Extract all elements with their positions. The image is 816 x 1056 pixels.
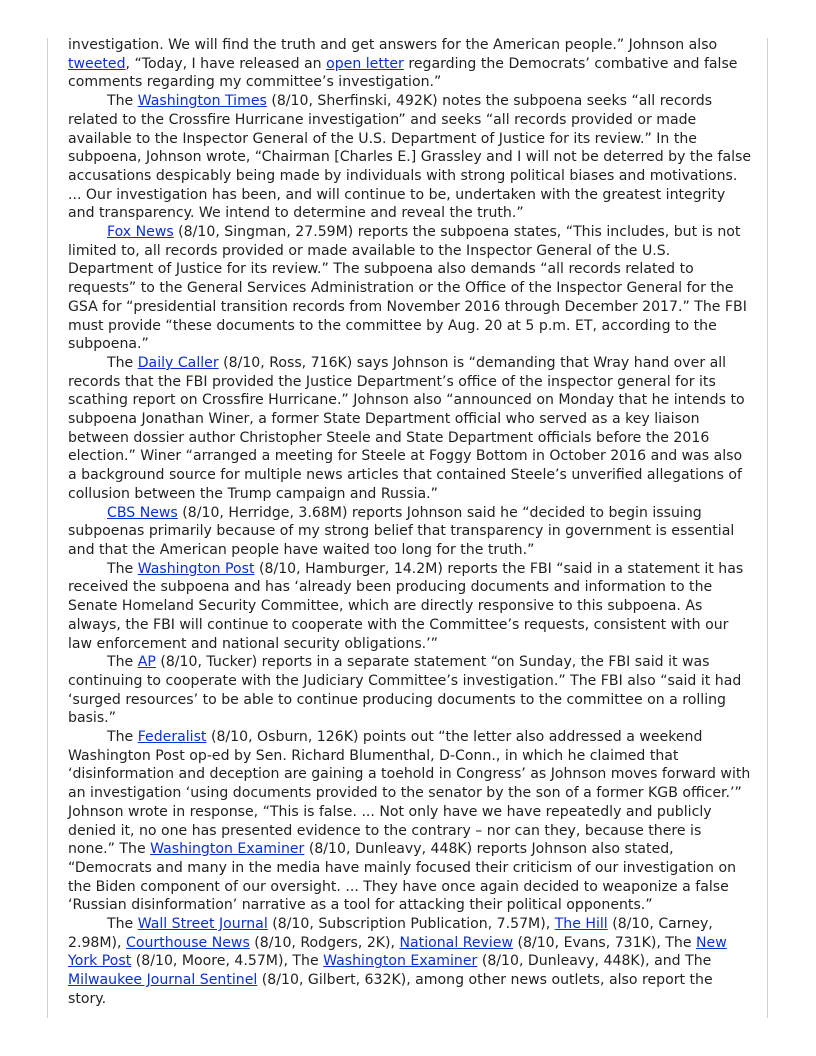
- paragraph-1: [68, 36, 752, 92]
- link-fox-news[interactable]: Fox News: [107, 224, 174, 241]
- paragraph-6: [68, 560, 752, 654]
- right-margin-rule: [767, 38, 768, 1018]
- link-national-review[interactable]: National Review: [399, 934, 513, 951]
- text-span: The: [107, 916, 138, 933]
- link-washington-times[interactable]: Washington Times: [137, 93, 267, 110]
- link-federalist[interactable]: Federalist: [137, 729, 207, 746]
- paragraph-8: [68, 728, 752, 915]
- link-the-hill[interactable]: The Hill: [554, 916, 608, 933]
- text-span: , “Today, I have released an: [125, 55, 327, 72]
- text-span: (8/10, Dunleavy, 448K), and The: [477, 953, 712, 970]
- text-span: (8/10, Hamburger, 14.2M) reports the FBI “said in a statement it has received the subpoena and has ‘already been producing documents and information to the Senate Homeland Security Committee, which are directly responsive to this subpoena. As always, the FBI will continue to cooperate with the Committee’s requests, consistent with our law enforcement and national security obligations.’”: [68, 560, 744, 652]
- left-margin-rule: [47, 38, 48, 1018]
- text-span: (8/10, Sherfinski, 492K) notes the subpoena seeks “all records related to the Crossfire Hurricane investigation” and seeks “all records provided or made available to the Inspector General of the U.S. Department of Justice for its review.” In the subpoena, Johnson wrote, “Chairman [Charles E.] Grassley and I will not be deterred by the false accusations despicably being made by individuals with strong political biases and motivations. ... Our investigation has been, and will continue to be, undertaken with the greatest integrity and transparency. We intend to determine and reveal the truth.”: [68, 93, 752, 222]
- link-open-letter[interactable]: open letter: [326, 55, 404, 72]
- link-tweeted[interactable]: tweeted: [68, 55, 126, 72]
- link-milwaukee-journal-sentinel[interactable]: Milwaukee Journal Sentinel: [68, 972, 258, 989]
- text-span: (8/10, Singman, 27.59M) reports the subpoena states, “This includes, but is not limited to, all records provided or made available to the Inspector General of the U.S. Department of Justice for its review.” The subpoena also demands “all records related to requests” to the General Services Administration or the Office of the Inspector General for the GSA for “presidential transition records from November 2016 through December 2017.” The FBI must provide “these documents to the committee by Aug. 20 at 5 p.m. ET, according to the subpoena.”: [68, 224, 747, 353]
- text-span: investigation. We will find the truth and get answers for the American people.” Johnson also: [68, 37, 718, 53]
- text-span: The: [107, 354, 138, 371]
- text-span: (8/10, Tucker) reports in a separate statement “on Sunday, the FBI said it was continuing to cooperate with the Judiciary Committee’s investigation.” The FBI also “said it had ‘surged resources’ to be able to continue producing documents to the committee on a rolling basis.”: [68, 654, 742, 727]
- link-new-york-post[interactable]: New York Post: [68, 934, 727, 970]
- paragraph-2: [68, 92, 752, 223]
- paragraph-4: [68, 354, 752, 504]
- link-washington-examiner[interactable]: Washington Examiner: [150, 841, 305, 858]
- link-washington-post[interactable]: Washington Post: [137, 560, 255, 577]
- text-span: (8/10, Osburn, 126K) points out “the letter also addressed a weekend Washington Post op-ed by Sen. Richard Blumenthal, D-Conn., in which he claimed that ‘disinformation and deception are gaining a toehold in Congress’ as Johnson moves forward with an investigation ‘using documents provided to the senator by the son of a former KGB officer.’” Johnson wrote in response, “This is false. ... Not only have we have repeatedly and publicly denied it, no one has presented evidence to the contrary – nor can they, because there is none.” The: [68, 729, 751, 858]
- text-span: (8/10, Rodgers, 2K),: [249, 934, 400, 951]
- text-span: (8/10, Ross, 716K) says Johnson is “demanding that Wray hand over all records that the FBI provided the Justice Department’s office of the inspector general for its scathing report on Crossfire Hurricane.” Johnson also “announced on Monday that he intends to subpoena Jonathan Winer, a former State Department official who served as a key liaison between dossier author Christopher Steele and State Department officials before the 2016 election.” Winer “arranged a meeting for Steele at Foggy Bottom in October 2016 and was also a background source for multiple news articles that contained Steele’s unverified allegations of collusion between the Trump campaign and Russia.”: [68, 354, 745, 502]
- text-span: (8/10, Moore, 4.57M), The: [131, 953, 324, 970]
- paragraph-9: [68, 915, 752, 1009]
- paragraph-7: [68, 653, 752, 728]
- text-span: The: [107, 93, 138, 110]
- text-span: (8/10, Herridge, 3.68M) reports Johnson said he “decided to begin issuing subpoenas primarily because of my strong belief that transparency in government is essential and that the American people have waited too long for the truth.”: [68, 504, 735, 558]
- link-washington-examiner[interactable]: Washington Examiner: [323, 953, 478, 970]
- text-span: (8/10, Evans, 731K), The: [513, 934, 696, 951]
- text-span: The: [107, 729, 138, 746]
- text-span: (8/10, Gilbert, 632K), among other news outlets, also report the story.: [68, 972, 713, 1007]
- paragraph-5: [68, 504, 752, 560]
- text-span: regarding the Democrats’ combative and false comments regarding my committee’s investigation.”: [68, 55, 738, 91]
- text-span: The: [107, 654, 138, 671]
- text-span: (8/10, Dunleavy, 448K) reports Johnson also stated, “Democrats and many in the media have mainly focused their criticism of our investigation on the Biden component of our oversight. ... They have once again decided to weaponize a false ‘Russian disinformation’ narrative as a tool for attacking their political opponents.”: [68, 841, 737, 914]
- link-ap[interactable]: AP: [137, 654, 156, 671]
- document-body: [68, 36, 752, 1009]
- link-cbs-news[interactable]: CBS News: [107, 504, 178, 521]
- text-span: (8/10, Carney, 2.98M),: [68, 916, 713, 951]
- link-daily-caller[interactable]: Daily Caller: [137, 354, 219, 371]
- link-courthouse-news[interactable]: Courthouse News: [126, 934, 250, 951]
- text-span: The: [107, 560, 138, 577]
- text-span: (8/10, Subscription Publication, 7.57M),: [267, 916, 555, 933]
- link-wall-street-journal[interactable]: Wall Street Journal: [137, 916, 268, 933]
- paragraph-3: [68, 223, 752, 354]
